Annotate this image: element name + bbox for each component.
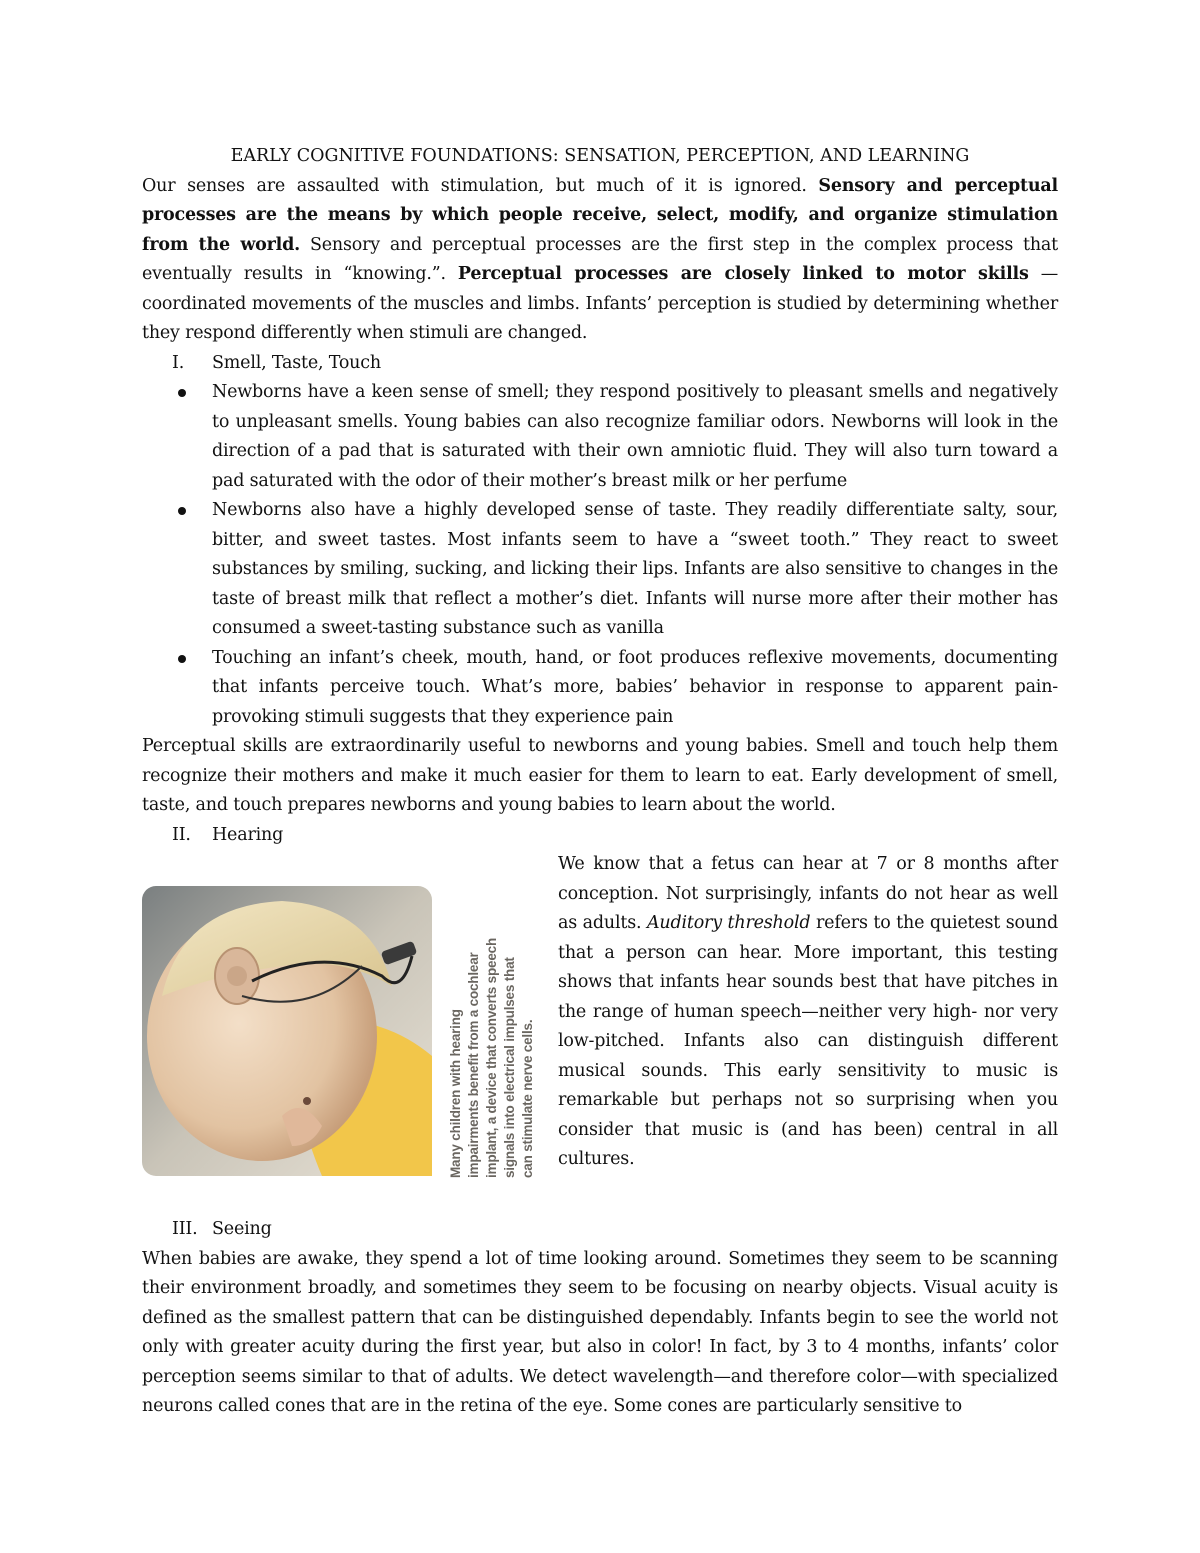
intro-text-3: — coordinated movements of the muscles and limbs. Infants’ perception is studied by determining whether they respond differently when stimuli are changed. (142, 264, 1058, 343)
document-title: EARLY COGNITIVE FOUNDATIONS: SENSATION, PERCEPTION, AND LEARNING (230, 146, 970, 166)
section-label: Seeing (212, 1219, 272, 1239)
section-label: Hearing (212, 824, 284, 845)
intro-text-2: Sensory and perceptual processes are the first step in the complex process that eventually results in “knowing.”. (142, 234, 1059, 284)
section-heading-smell-taste-touch (142, 349, 1058, 379)
seeing-paragraph: When babies are awake, they spend a lot of time looking around. Sometimes they seem to be scanning their environment broadly, and sometimes they seem to be focusing on nearby objects. Visual acuity is defined as the smallest pattern that can be distinguished dependably. Infants begin to see the world not only with greater acuity during the first year, but also in color! In fact, by 3 to 4 months, infants’ color perception seems similar to that of adults. We detect wavelength—and therefore color—with specialized neurons called cones that are in the retina of the eye. Some cones are particularly sensitive to (142, 1248, 1058, 1416)
svg-text:Many children with hearingimpa: Many children with hearing impairments benefit from a cochlear implant, a device that converts speech signals into electrical impulses that can stimulate nerve cells. (448, 938, 535, 1178)
section-label: Smell, Taste, Touch (212, 352, 381, 373)
infant-photo-image (142, 886, 540, 1186)
list-item: Touching an infant’s cheek, mouth, hand, or foot produces reflexive movements, documenting that infants perceive touch. What’s more, babies’ behavior in response to apparent pain-provoking stimuli suggests that they experience pain (212, 644, 1058, 733)
bullet-list (142, 378, 1058, 732)
cochlear-implant-figure (142, 886, 540, 1186)
summary-paragraph: Perceptual skills are extraordinarily useful to newborns and young babies. Smell and touch help them recognize their mothers and make it much easier for them to learn to eat. Early development of smell, taste, and touch prepares newborns and young babies to learn about the world. (142, 736, 1058, 815)
hearing-block (142, 850, 1058, 1186)
intro-text-1: Our senses are assaulted with stimulation, but much of it is ignored. (142, 175, 819, 196)
intro-paragraph (142, 172, 1058, 349)
intro-bold-1: Sensory and perceptual processes are the means by which people receive, select, modify, and organize stimulation from the world. (142, 175, 1059, 255)
section-number: I. (172, 352, 185, 373)
bullet-icon (178, 507, 186, 515)
hearing-paragraph: We know that a fetus can hear at 7 or 8 months after conception. Not surprisingly, infants do not hear as well as adults. Auditory threshold refers to the quietest sound that a person can hear. More important, this testing shows that infants hear sounds best that have pitches in the range of human speech—neither very high- nor very low-pitched. Infants also can distinguish different musical sounds. This early sensitivity to music is remarkable but perhaps not so surprising when you consider that music is (and has been) central in all cultures. (558, 854, 1059, 1169)
figure-caption (448, 938, 535, 1178)
document-page (142, 142, 1058, 1422)
intro-bold-2: Perceptual processes are closely linked to motor skills (457, 264, 1029, 284)
section-heading-hearing (142, 821, 1058, 851)
bullet-icon (178, 389, 186, 397)
auditory-threshold-term: Auditory threshold (646, 913, 811, 933)
section-number: II. (172, 824, 191, 845)
section-heading-seeing (142, 1215, 1058, 1245)
section-number: III. (172, 1219, 198, 1239)
list-item: Newborns have a keen sense of smell; they respond positively to pleasant smells and negatively to unpleasant smells. Young babies can also recognize familiar odors. Newborns will look in the direction of a pad that is saturated with their own amniotic fluid. They will also turn toward a pad saturated with the odor of their mother’s breast milk or her perfume (212, 378, 1058, 496)
bullet-icon (178, 655, 186, 663)
list-item: Newborns also have a highly developed sense of taste. They readily differentiate salty, sour, bitter, and sweet tastes. Most infants seem to have a “sweet tooth.” They react to sweet substances by smiling, sucking, and licking their lips. Infants are also sensitive to changes in the taste of breast milk that reflect a mother’s diet. Infants will nurse more after their mother has consumed a sweet-tasting substance such as vanilla (212, 496, 1058, 644)
